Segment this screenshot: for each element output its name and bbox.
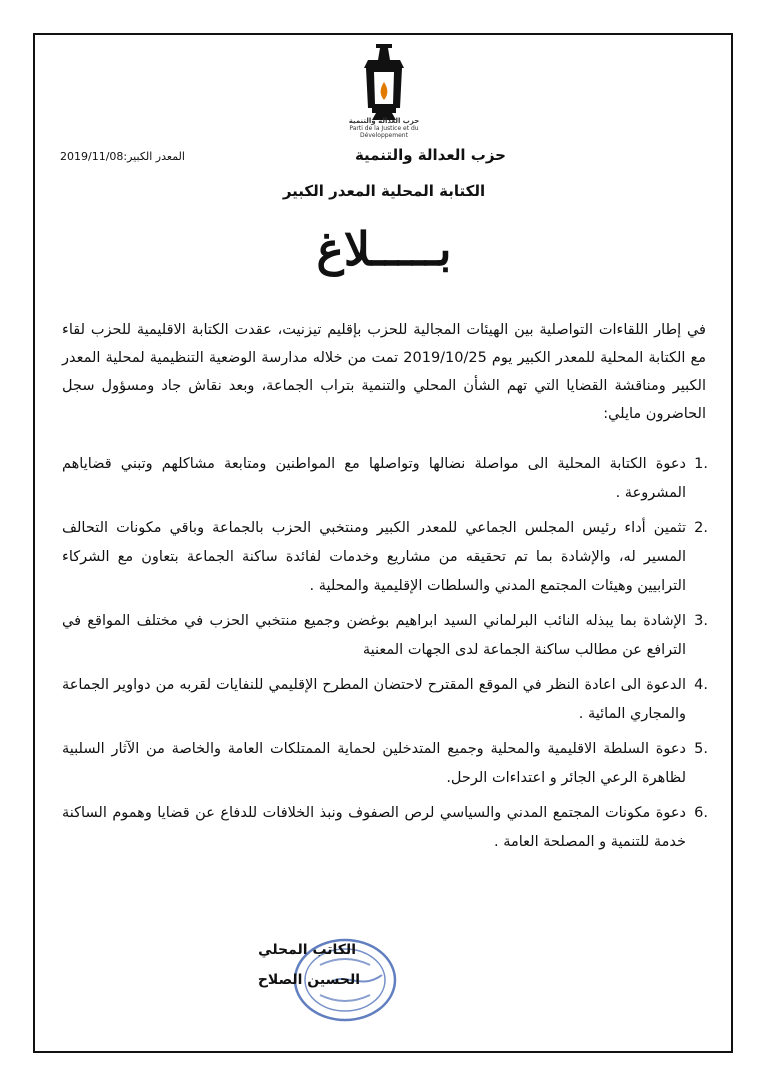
- office-name: الكتابة المحلية المعدر الكبير: [282, 182, 486, 200]
- item-text: تثمين أداء رئيس المجلس الجماعي للمعدر الكبير ومنتخبي الحزب بالجماعة وباقي مكونات التحالف المسير له، والإشادة بما تم تحقيقه من مشاريع وخدمات لفائدة ساكنة الجماعة بتعاون مع الشركاء الترابيين وهيئات المجتمع المدني والسلطات الإقليمية والمحلية .: [62, 520, 686, 594]
- item-text: دعوة السلطة الاقليمية والمحلية وجميع المتدخلين لحماية الممتلكات العامة والخاصة من الآثار السلبية لظاهرة الرعي الجائر و اعتداءات الرحل.: [62, 741, 686, 786]
- item-text: الدعوة الى اعادة النظر في الموقع المقترح لاحتضان المطرح الإقليمي للنفايات لقربه من دواوير الجماعة والمجاري المائية .: [62, 677, 686, 722]
- signatory-title: الكاتب المحلي: [258, 942, 356, 958]
- list-item: [62, 671, 708, 729]
- logo-caption-arabic: حزب العدالة والتنمية: [348, 117, 420, 125]
- signatory-name: الحسين الصلاح: [257, 972, 360, 988]
- logo-caption-latin: Parti de la Justice et du Développement: [349, 125, 419, 139]
- list-item: [62, 799, 708, 857]
- item-text: الإشادة بما يبذله النائب البرلماني السيد ابراهيم بوغضن وجميع منتخبي الحزب في مختلف المواقع في الترافع عن مطالب ساكنة الجماعة لدى الجهات المعنية: [62, 613, 686, 658]
- document-date: المعدر الكبير:2019/11/08: [60, 150, 185, 163]
- item-number: 4.: [694, 677, 708, 693]
- item-text: دعوة الكتابة المحلية الى مواصلة نضالها وتواصلها مع المواطنين ومتابعة مشاكلهم وتبني قضاياهم المشروعة .: [62, 456, 686, 501]
- party-name: حزب العدالة والتنمية: [354, 146, 506, 164]
- list-item: [62, 514, 708, 601]
- statement-list: [62, 450, 708, 863]
- list-item: [62, 607, 708, 665]
- item-text: دعوة مكونات المجتمع المدني والسياسي لرص الصفوف ونبذ الخلافات للدفاع عن قضايا وهموم الساكنة خدمة للتنمية و المصلحة العامة .: [62, 805, 686, 850]
- item-number: 3.: [694, 613, 708, 629]
- item-number: 1.: [694, 456, 708, 472]
- intro-paragraph: في إطار اللقاءات التواصلية بين الهيئات المجالية للحزب بإقليم تيزنيت، عقدت الكتابة الاقليمية للحزب لقاء مع الكتابة المحلية للمعدر الكبير يوم 2019/10/25 تمت من خلاله مدارسة الوضعية التنظيمية لمحلية المعدر الكبير ومناقشة القضايا التي تهم الشأن المحلي والتنمية بتراب الجماعة، وبعد نقاش جاد ومسؤول سجل الحاضرون مايلي:: [62, 322, 706, 422]
- document-title: بـــــلاغ: [316, 222, 452, 276]
- list-item: [62, 735, 708, 793]
- item-number: 2.: [694, 520, 708, 536]
- item-number: 5.: [694, 741, 708, 757]
- logo-caption: [332, 118, 436, 139]
- list-item: [62, 450, 708, 508]
- item-number: 6.: [694, 805, 708, 821]
